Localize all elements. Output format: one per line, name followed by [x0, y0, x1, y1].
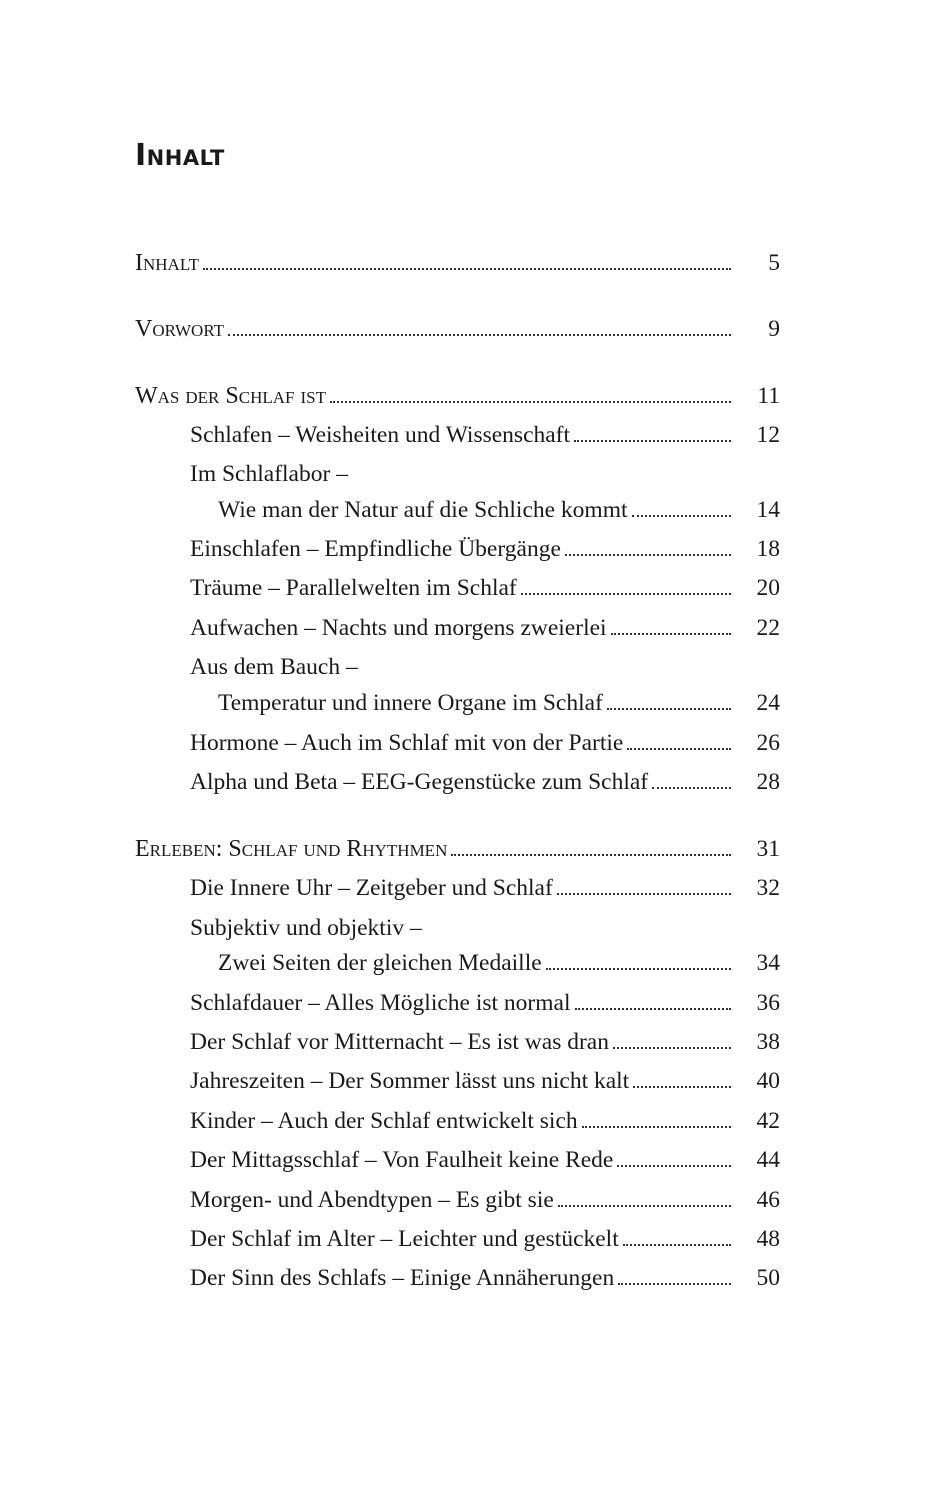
toc-page-number: 46 — [756, 1187, 780, 1213]
toc-page-number: 24 — [756, 690, 780, 716]
dot-leader — [617, 1165, 731, 1167]
toc-entry — [0, 764, 945, 800]
toc-entry-label: Erleben: Schlaf und Rhythmen — [135, 836, 448, 862]
dot-leader — [607, 708, 731, 710]
toc-entry-label: Zwei Seiten der gleichen Medaille — [218, 950, 542, 976]
dot-leader — [558, 1205, 731, 1207]
dot-leader — [546, 968, 731, 970]
toc-page-number: 31 — [756, 836, 780, 862]
dot-leader — [574, 440, 731, 442]
dot-leader — [330, 401, 731, 403]
toc-entry — [0, 610, 945, 646]
dot-leader — [582, 1126, 731, 1128]
dot-leader — [565, 554, 731, 556]
toc-entry-label: Jahreszeiten – Der Sommer lässt uns nicht kalt — [190, 1068, 630, 1094]
toc-entry-label: Der Mittagsschlaf – Von Faulheit keine Rede — [190, 1147, 614, 1173]
toc-entry-label: Inhalt — [135, 250, 200, 276]
toc-entry — [0, 1260, 945, 1296]
toc-entry-label: Träume – Parallelwelten im Schlaf — [190, 575, 517, 601]
dot-leader — [613, 1047, 731, 1049]
dot-leader — [623, 1244, 731, 1246]
toc-entry — [0, 1103, 945, 1139]
dot-leader — [652, 787, 731, 789]
toc-page-number: 26 — [756, 730, 780, 756]
dot-leader — [633, 1086, 731, 1088]
toc-entry — [0, 685, 945, 721]
toc-entry — [0, 649, 945, 685]
toc-entry — [0, 1063, 945, 1099]
dot-leader — [627, 748, 731, 750]
toc-entry-label: Morgen- und Abendtypen – Es gibt sie — [190, 1187, 554, 1213]
toc-entry-label: Kinder – Auch der Schlaf entwickelt sich — [190, 1108, 578, 1134]
dot-leader — [228, 334, 731, 336]
toc-entry-label: Die Innere Uhr – Zeitgeber und Schlaf — [190, 875, 553, 901]
toc-chapter — [0, 245, 945, 281]
toc-entry — [0, 1142, 945, 1178]
toc-entry-label: Der Schlaf vor Mitternacht – Es ist was dran — [190, 1029, 609, 1055]
toc-entry-label: Vorwort — [135, 316, 225, 342]
dot-leader — [632, 515, 731, 517]
toc-chapter — [0, 378, 945, 414]
toc-entry-label: Im Schlaflabor – — [190, 461, 348, 487]
toc-entry — [0, 870, 945, 906]
toc-page-number: 48 — [756, 1226, 780, 1252]
toc-page-number: 22 — [756, 615, 780, 641]
toc-entry — [0, 1182, 945, 1218]
toc-entry — [0, 945, 945, 981]
toc-entry-label: Subjektiv und objektiv – — [190, 915, 422, 941]
toc-entry-label: Schlafen – Weisheiten und Wissenschaft — [190, 422, 571, 448]
toc-entry-label: Der Schlaf im Alter – Leichter und gestückelt — [190, 1226, 619, 1252]
toc-entry-label: Was der Schlaf ist — [135, 383, 326, 409]
toc-entry — [0, 1024, 945, 1060]
dot-leader — [618, 1283, 731, 1285]
toc-entry-label: Hormone – Auch im Schlaf mit von der Partie — [190, 730, 624, 756]
toc-entry-label: Alpha und Beta – EEG-Gegenstücke zum Schlaf — [190, 769, 649, 795]
toc-page-number: 20 — [756, 575, 780, 601]
toc-page-number: 38 — [756, 1029, 780, 1055]
toc-page-number: 12 — [756, 422, 780, 448]
toc-entry — [0, 456, 945, 492]
toc-page-number: 40 — [756, 1068, 780, 1094]
toc-entry-label: Schlafdauer – Alles Mögliche ist normal — [190, 990, 571, 1016]
toc-entry-label: Temperatur und innere Organe im Schlaf — [218, 690, 603, 716]
toc-entry-label: Wie man der Natur auf die Schliche kommt — [218, 497, 628, 523]
toc-entry-label: Einschlafen – Empfindliche Übergänge — [190, 536, 561, 562]
toc-entry — [0, 1221, 945, 1257]
toc-page-number: 32 — [756, 875, 780, 901]
toc-entry — [0, 531, 945, 567]
toc-entry — [0, 910, 945, 946]
page-title: Inhalt — [135, 138, 225, 173]
dot-leader — [611, 633, 731, 635]
toc-entry — [0, 570, 945, 606]
dot-leader — [203, 268, 731, 270]
toc-page-number: 44 — [756, 1147, 780, 1173]
toc-page-number: 9 — [768, 316, 780, 342]
toc-page-number: 14 — [756, 497, 780, 523]
toc-entry — [0, 417, 945, 453]
toc-page-number: 5 — [768, 250, 780, 276]
toc-entry-label: Der Sinn des Schlafs – Einige Annäherungen — [190, 1265, 615, 1291]
dot-leader — [557, 893, 731, 895]
toc-page-number: 42 — [756, 1108, 780, 1134]
toc-entry-label: Aus dem Bauch – — [190, 654, 358, 680]
dot-leader — [451, 854, 731, 856]
toc-entry — [0, 985, 945, 1021]
toc-page-number: 50 — [756, 1265, 780, 1291]
toc-chapter — [0, 311, 945, 347]
dot-leader — [521, 593, 731, 595]
toc-page-number: 28 — [756, 769, 780, 795]
toc-page-number: 34 — [756, 950, 780, 976]
toc-entry — [0, 725, 945, 761]
toc-entry-label: Aufwachen – Nachts und morgens zweierlei — [190, 615, 607, 641]
toc-page-number: 36 — [756, 990, 780, 1016]
toc-page-number: 11 — [757, 383, 780, 409]
toc-page-number: 18 — [756, 536, 780, 562]
toc-entry — [0, 492, 945, 528]
toc-chapter — [0, 831, 945, 867]
dot-leader — [575, 1008, 732, 1010]
